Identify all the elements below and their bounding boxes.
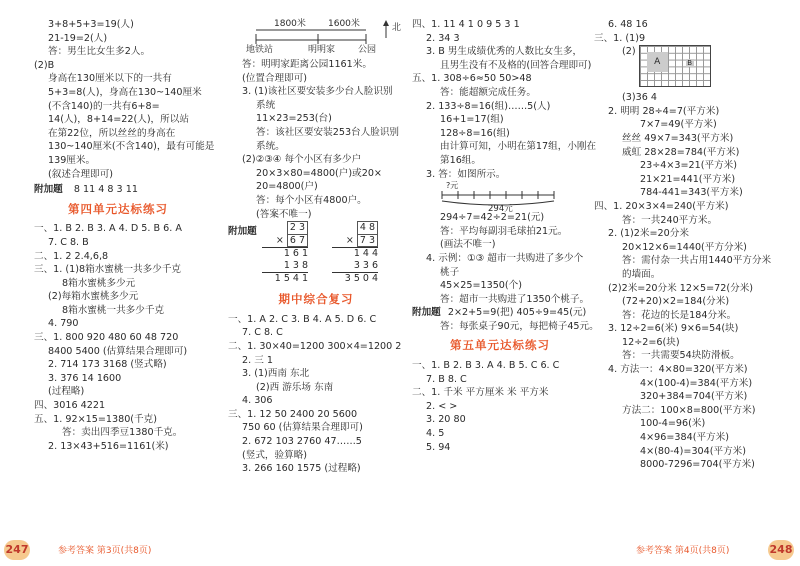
distance-label-1: 1800米 bbox=[274, 19, 306, 29]
col4-line: 7×7=49(平方米) bbox=[640, 119, 717, 131]
col2-line: 答：明明家距离公园1161米。 bbox=[242, 59, 372, 70]
grid-shape-b: B bbox=[687, 59, 693, 68]
fujia-value: 8 11 4 8 3 11 bbox=[73, 184, 138, 196]
col4-line: 12÷2=6(块) bbox=[622, 336, 680, 348]
col2-line: 三、1. 12 50 2400 20 5600 bbox=[228, 408, 358, 420]
col3-line: 2. 133÷8=16(组)……5(人) bbox=[426, 100, 551, 112]
col4-line: 答：一共需要54块防滑板。 bbox=[622, 350, 740, 362]
col2-line: 4. 306 bbox=[242, 395, 273, 407]
section-title-unit4: 第四单元达标练习 bbox=[68, 201, 168, 216]
col2-line: 20×3×80=4800(户)或20× bbox=[256, 167, 382, 179]
col2-line: (2)②③④ 每个小区有多少户 bbox=[242, 154, 362, 166]
col1-line: 一、1. B 2. B 3. A 4. D 5. B 6. A bbox=[34, 223, 182, 235]
mult2-r3: 1 4 4 bbox=[332, 247, 378, 260]
col4-line: 答：花边的长是184分米。 bbox=[622, 309, 737, 321]
col1-line: 14(人)，8+14=22(人)，所以站 bbox=[48, 114, 189, 126]
col3-line: 4. 5 bbox=[426, 428, 445, 440]
col1-line: (不含140)的一共有6+8= bbox=[48, 100, 160, 112]
col2-line: 20=4800(户) bbox=[256, 181, 318, 193]
mult2-r4: 3 3 6 bbox=[353, 260, 378, 272]
grid-figure bbox=[639, 45, 711, 87]
fujia-label: 附加题 bbox=[412, 307, 441, 319]
col4-line: 8000-7296=704(平方米) bbox=[640, 459, 755, 471]
col3-line: 五、1. 308÷6≈50 50>48 bbox=[412, 73, 532, 85]
mult2-r5: 3 5 0 4 bbox=[332, 272, 378, 285]
col4-line: 答：一共240平方米。 bbox=[622, 214, 718, 226]
mult1-row2: 6 7 bbox=[287, 234, 308, 247]
col4-line: (3)36 4 bbox=[622, 92, 657, 104]
mult1-r4: 1 3 8 bbox=[283, 260, 308, 272]
col4-line: 21×21=441(平方米) bbox=[640, 173, 736, 185]
col1-line: (2)B bbox=[34, 59, 55, 71]
mult-block-1 bbox=[262, 221, 308, 285]
col1-line: 8400 5400 (估算结果合理即可) bbox=[48, 345, 188, 357]
grid-row bbox=[594, 45, 774, 91]
col3-line: 第16组。 bbox=[440, 154, 481, 166]
fujia-row-3 bbox=[412, 306, 588, 320]
col2-line: 3. (1)西南 东北 bbox=[242, 368, 310, 380]
col2-line: 2. 三 1 bbox=[242, 354, 273, 366]
col4-line: 6. 48 16 bbox=[608, 19, 648, 30]
mult-block-2 bbox=[332, 221, 378, 285]
col1-line: 2. 714 173 3168 (竖式略) bbox=[48, 359, 167, 371]
col1-line: 五、1. 92×15=1380(千克) bbox=[34, 413, 157, 425]
col3-line: 294÷7=42÷2=21(元) bbox=[440, 212, 545, 224]
col1-line: 三、1. (1)8箱水蜜桃一共多少千克 bbox=[34, 264, 182, 276]
col4-line: 4×(100-4)=384(平方米) bbox=[640, 377, 753, 389]
col1-line: 7. C 8. B bbox=[48, 236, 89, 248]
col2-line: 系统。 bbox=[256, 140, 285, 152]
col4-line: 4×96=384(平方米) bbox=[640, 432, 729, 444]
col2-line: 3. (1)该社区要安装多少台人脸识别 bbox=[242, 86, 393, 98]
col1-line: 2. 13×43+516=1161(米) bbox=[48, 440, 169, 452]
col3-line: 且男生没有不及格的(回答合理即可) bbox=[440, 59, 592, 71]
col2-line: (答案不唯一) bbox=[256, 208, 312, 220]
col4-line: 2. (1)2米=20分米 bbox=[608, 228, 689, 240]
col3-line: 45×25=1350(个) bbox=[440, 280, 522, 292]
col3-line: 答：平均每副羽毛球拍21元。 bbox=[440, 225, 568, 237]
mult2-row1: 4 8 bbox=[357, 221, 378, 235]
vertical-multiplication bbox=[228, 221, 404, 287]
col2-line: 3. 266 160 1575 (过程略) bbox=[242, 463, 361, 475]
col3-line: 3. 答：如图所示。 bbox=[426, 168, 506, 180]
north-label: 北 bbox=[392, 23, 402, 33]
section-title-unit5: 第五单元达标练习 bbox=[450, 338, 550, 353]
segment-diagram bbox=[412, 181, 588, 215]
page-number-right: 248 bbox=[768, 540, 794, 560]
col1-line: 3+8+5+3=19(人) bbox=[48, 19, 134, 30]
col1-line: 8箱水蜜桃一共多少千克 bbox=[62, 304, 165, 316]
col2-line: 系统 bbox=[256, 99, 276, 111]
col1-line: 5+3=8(人)，身高在130~140厘米 bbox=[48, 86, 202, 98]
mult1-r3: 1 6 1 bbox=[262, 247, 308, 260]
col1-line: 3. 376 14 1600 bbox=[48, 372, 122, 384]
mult1-row1: 2 3 bbox=[287, 221, 308, 235]
col1-line: (2)每箱水蜜桃多少元 bbox=[48, 291, 139, 303]
col1-line: 130~140厘米(不含140)，最有可能是 bbox=[48, 141, 215, 153]
col3-line: 4. 示例：①③ 超市一共购进了多少个 bbox=[426, 252, 584, 264]
col4-line: 100-4=96(米) bbox=[640, 418, 706, 430]
col3-line: 128÷8=16(组) bbox=[440, 127, 510, 139]
col1-line: (过程略) bbox=[48, 386, 85, 398]
col2-line: 答：该社区要安装253台人脸识别 bbox=[256, 126, 400, 138]
map-diagram bbox=[228, 18, 404, 58]
col4-line: 4×(80-4)=304(平方米) bbox=[640, 445, 747, 457]
col4-line: 方法二：100×8=800(平方米) bbox=[622, 404, 756, 416]
col3-line: 二、1. 千米 平方厘米 米 平方米 bbox=[412, 387, 549, 399]
distance-label-2: 1600米 bbox=[328, 19, 360, 29]
col4-line: 784-441=343(平方米) bbox=[640, 187, 743, 199]
segment-unknown-label: ?元 bbox=[446, 181, 459, 191]
col2-line: 7. C 8. C bbox=[242, 327, 283, 339]
col1-line: 21-19=2(人) bbox=[48, 32, 108, 44]
col3-line: 答：能超额完成任务。 bbox=[440, 86, 536, 98]
col3-line: 2. < > bbox=[426, 400, 458, 412]
grid-shape-a: A bbox=[647, 52, 668, 72]
col2-line: 2. 672 103 2760 47……5 bbox=[242, 436, 362, 448]
column-2 bbox=[228, 18, 404, 476]
fujia-line: 2×2+5=9(把) 405÷9=45(元) bbox=[447, 307, 587, 319]
col4-line: 丝丝 49×7=343(平方米) bbox=[622, 132, 734, 144]
column-4 bbox=[594, 18, 774, 472]
col1-line: 8箱水蜜桃多少元 bbox=[62, 277, 136, 289]
segment-total-label: 294元 bbox=[488, 204, 513, 215]
col3-line: 2. 34 3 bbox=[426, 32, 460, 44]
col4-line: (2)2米=20分米 12×5=72(分米) bbox=[608, 282, 754, 294]
col4-line: 三、1. (1)9 bbox=[594, 32, 646, 44]
page-number-left: 247 bbox=[4, 540, 30, 560]
col2-line: (2)西 游乐场 东南 bbox=[256, 381, 334, 393]
fujia-label: 附加题 bbox=[34, 184, 63, 196]
col3-line: 答：超市一共购进了1350个桃子。 bbox=[440, 293, 590, 305]
column-1 bbox=[34, 18, 215, 453]
place-label-1: 地铁站 bbox=[246, 45, 274, 55]
col1-line: (叙述合理即可) bbox=[48, 168, 114, 180]
col4-line: 四、1. 20×3×4=240(平方米) bbox=[594, 200, 729, 212]
place-label-2: 明明家 bbox=[308, 45, 336, 55]
col2-line: (位置合理即可) bbox=[242, 72, 308, 84]
col1-line: 在第22位，所以丝丝的身高在 bbox=[48, 127, 176, 139]
footer-right-text: 参考答案 第4页(共8页) bbox=[636, 546, 730, 556]
place-label-3: 公园 bbox=[358, 45, 377, 55]
col1-line: 139厘米。 bbox=[48, 154, 96, 166]
col3-line: (画法不唯一) bbox=[440, 239, 496, 251]
col1-line: 二、1. 2 2.4,6,8 bbox=[34, 250, 109, 262]
col4-line: 4. 方法一：4×80=320(平方米) bbox=[608, 364, 748, 376]
col2-line: 二、1. 30×40=1200 300×4=1200 2 bbox=[228, 340, 402, 352]
col3-line: 5. 94 bbox=[426, 441, 451, 453]
col4-line: 2. 明明 28÷4=7(平方米) bbox=[608, 105, 720, 117]
col3-line: 16+1=17(组) bbox=[440, 114, 504, 126]
col4-line: 320+384=704(平方米) bbox=[640, 391, 748, 403]
col3-line: 一、1. B 2. B 3. A 4. B 5. C 6. C bbox=[412, 360, 560, 372]
mult1-r5: 1 5 4 1 bbox=[262, 272, 308, 285]
col2-line: 11×23=253(台) bbox=[256, 113, 332, 125]
col4-line: 的墙面。 bbox=[622, 268, 661, 280]
col4-line: 23÷4×3=21(平方米) bbox=[640, 160, 738, 172]
col3-line: 四、1. 11 4 1 0 9 5 3 1 bbox=[412, 19, 520, 30]
col3-line: 3. B 男生成绩优秀的人数比女生多， bbox=[426, 46, 583, 58]
fujia-label: 附加题 bbox=[228, 226, 257, 238]
column-3 bbox=[412, 18, 599, 454]
fujia-row bbox=[34, 183, 202, 197]
col2-line: (竖式，验算略) bbox=[242, 449, 308, 461]
col3-line: 7. B 8. C bbox=[426, 373, 467, 385]
footer-left-text: 参考答案 第3页(共8页) bbox=[58, 546, 152, 556]
col1-line: 身高在130厘米以下的一共有 bbox=[48, 73, 172, 85]
col3-line: 桃子 bbox=[440, 266, 460, 278]
col2-line: 一、1. A 2. C 3. B 4. A 5. D 6. C bbox=[228, 313, 377, 325]
col1-line: 答：男生比女生多2人。 bbox=[48, 46, 151, 58]
col4-line: 20×12×6=1440(平方分米) bbox=[622, 241, 747, 253]
col2-line: 750 60 (估算结果合理即可) bbox=[242, 422, 363, 434]
section-title-midterm: 期中综合复习 bbox=[278, 292, 354, 307]
mult2-row2: 7 3 bbox=[357, 234, 378, 247]
col4-line: 3. 12÷2=6(米) 9×6=54(块) bbox=[608, 323, 739, 335]
col4-line: (72+20)×2=184(分米) bbox=[622, 296, 730, 308]
col1-line: 4. 790 bbox=[48, 318, 79, 330]
col4-line: (2) bbox=[622, 46, 636, 58]
col3-line: 3. 20 80 bbox=[426, 414, 466, 426]
col4-line: 威虹 28×28=784(平方米) bbox=[622, 146, 740, 158]
col1-line: 三、1. 800 920 480 60 48 720 bbox=[34, 332, 179, 344]
col3-line: 由计算可知，小明在第17组，小刚在 bbox=[440, 141, 597, 153]
col2-line: 答：每个小区有4800户。 bbox=[256, 194, 367, 206]
mult1-row2-wrap: × 6 7 bbox=[262, 235, 308, 247]
mult2-row2-wrap: × 7 3 bbox=[332, 235, 378, 247]
fujia-answer: 答：每张桌子90元，每把椅子45元。 bbox=[440, 320, 599, 332]
col4-line: 答：需付杂一共占用1440平方分米 bbox=[622, 255, 772, 267]
col1-line: 四、3016 4221 bbox=[34, 400, 106, 412]
col1-line: 答：卖出四季豆1380千克。 bbox=[62, 427, 183, 439]
